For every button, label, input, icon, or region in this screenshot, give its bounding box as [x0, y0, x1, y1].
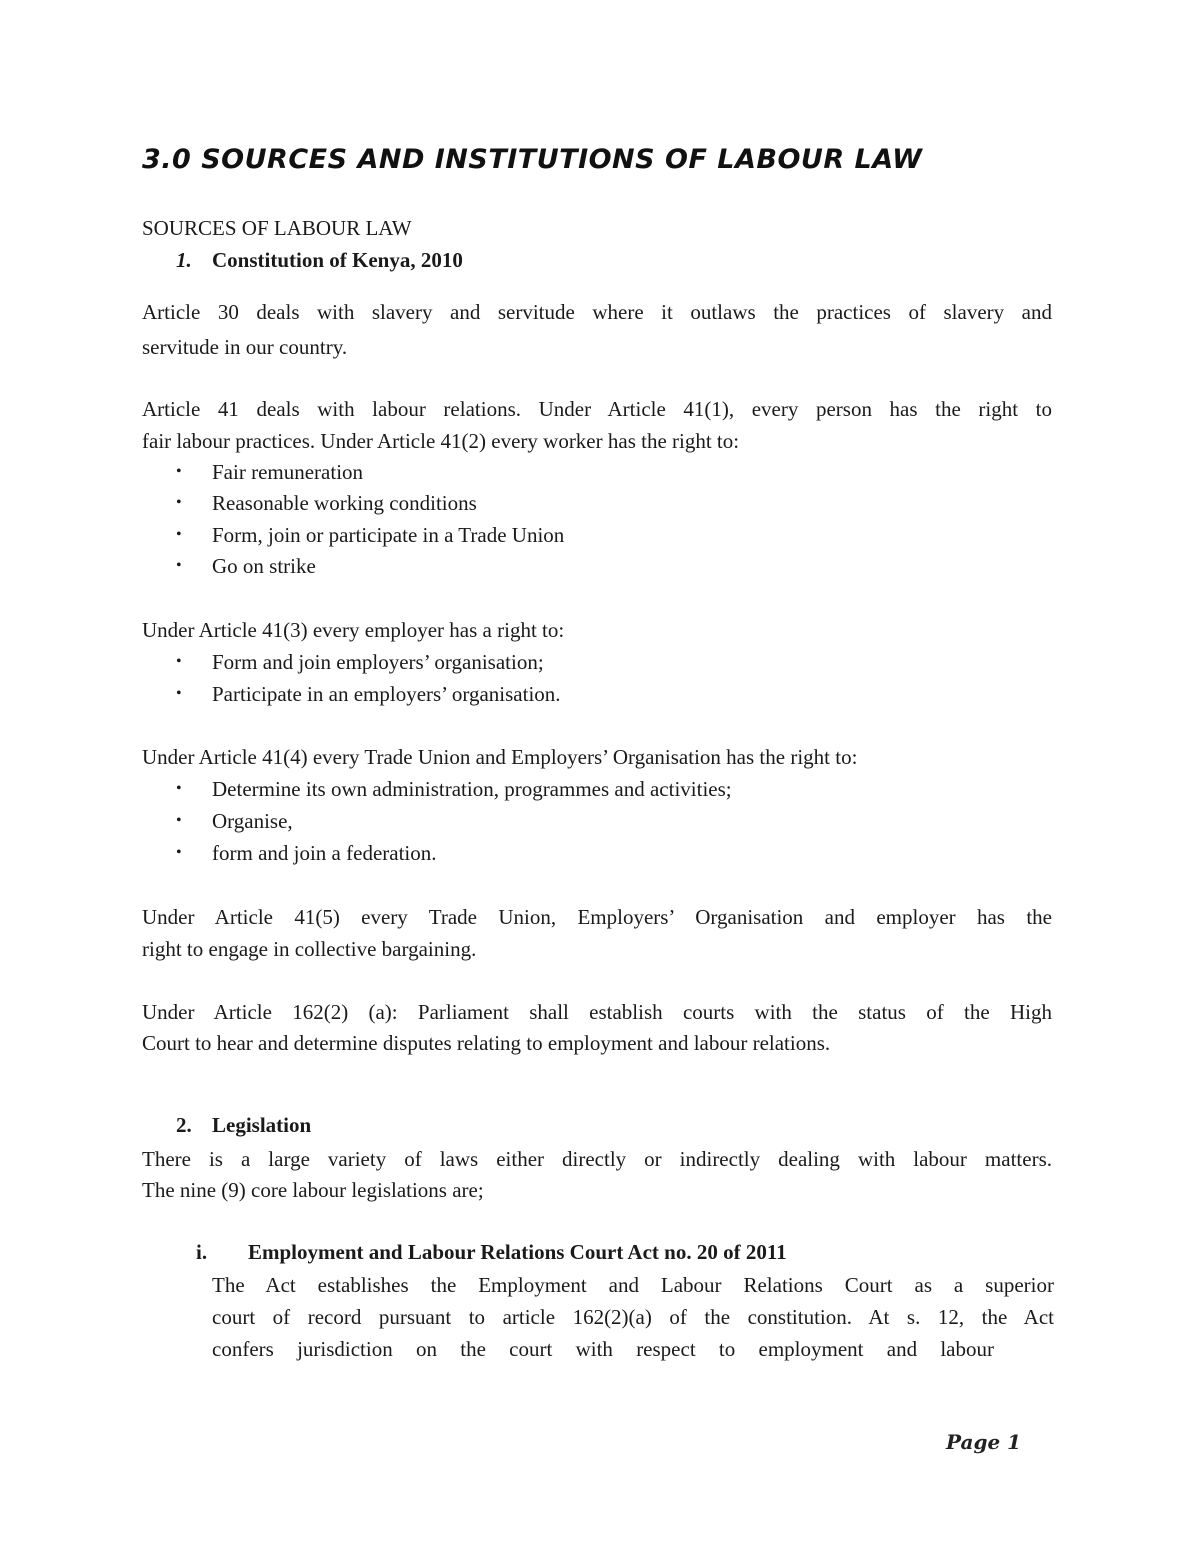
paragraph-art41-line1: Article 41 deals with labour relations. Under Article 41(1), every person has the right to — [142, 397, 1052, 421]
item-title-constitution: Constitution of Kenya, 2010 — [212, 248, 463, 272]
bullet-icon: • — [176, 526, 182, 543]
sub-paragraph-line2: court of record pursuant to article 162(2)(a) of the constitution. At s. 12, the Act — [212, 1305, 1054, 1329]
list-item-worker-right: Reasonable working conditions — [212, 491, 477, 515]
list-item-worker-right: Form, join or participate in a Trade Union — [212, 523, 565, 547]
paragraph-legislation-line2: The nine (9) core labour legislations are; — [142, 1178, 484, 1202]
paragraph-art41-5-line1: Under Article 41(5) every Trade Union, Employers’ Organisation and employer has the — [142, 905, 1052, 929]
item-title-legislation: Legislation — [212, 1113, 312, 1137]
paragraph-art41-line2: fair labour practices. Under Article 41(2) every worker has the right to: — [142, 429, 740, 453]
list-item-union-right: Organise, — [212, 809, 293, 833]
paragraph-art30-line1: Article 30 deals with slavery and servitude where it outlaws the practices of slavery and — [142, 300, 1052, 324]
section-heading-sources: SOURCES OF LABOUR LAW — [142, 216, 412, 240]
paragraph-art41-4: Under Article 41(4) every Trade Union and Employers’ Organisation has the right to: — [142, 745, 858, 769]
paragraph-art41-3: Under Article 41(3) every employer has a right to: — [142, 618, 565, 642]
paragraph-art41-5-line2: right to engage in collective bargaining. — [142, 937, 477, 961]
bullet-icon: • — [176, 494, 182, 511]
page-number: Page 1 — [946, 1430, 1022, 1454]
bullet-icon: • — [176, 812, 182, 829]
paragraph-art162-line1: Under Article 162(2) (a): Parliament shall establish courts with the status of the High — [142, 1000, 1052, 1024]
bullet-icon: • — [176, 685, 182, 702]
bullet-icon: • — [176, 653, 182, 670]
list-item-employer-right: Participate in an employers’ organisation. — [212, 682, 561, 706]
item-number-1: 1. — [176, 248, 192, 272]
paragraph-art30-line2: servitude in our country. — [142, 335, 348, 359]
bullet-icon: • — [176, 463, 182, 480]
paragraph-legislation-line1: There is a large variety of laws either directly or indirectly dealing with labour matters. — [142, 1147, 1052, 1171]
item-number-2: 2. — [176, 1113, 192, 1137]
sub-item-title-elrc-act: Employment and Labour Relations Court Act no. 20 of 2011 — [248, 1240, 787, 1264]
list-item-employer-right: Form and join employers’ organisation; — [212, 650, 544, 674]
bullet-icon: • — [176, 557, 182, 574]
bullet-icon: • — [176, 844, 182, 861]
list-item-union-right: form and join a federation. — [212, 841, 437, 865]
bullet-icon: • — [176, 780, 182, 797]
list-item-union-right: Determine its own administration, programmes and activities; — [212, 777, 732, 801]
page-title: 3.0 SOURCES AND INSTITUTIONS OF LABOUR LAW — [142, 144, 923, 175]
sub-item-number-i: i. — [196, 1240, 208, 1264]
sub-paragraph-line1: The Act establishes the Employment and Labour Relations Court as a superior — [212, 1273, 1054, 1297]
list-item-worker-right: Go on strike — [212, 554, 316, 578]
sub-paragraph-line3: confers jurisdiction on the court with respect to employment and labour — [212, 1337, 994, 1361]
list-item-worker-right: Fair remuneration — [212, 460, 364, 484]
paragraph-art162-line2: Court to hear and determine disputes relating to employment and labour relations. — [142, 1031, 831, 1055]
